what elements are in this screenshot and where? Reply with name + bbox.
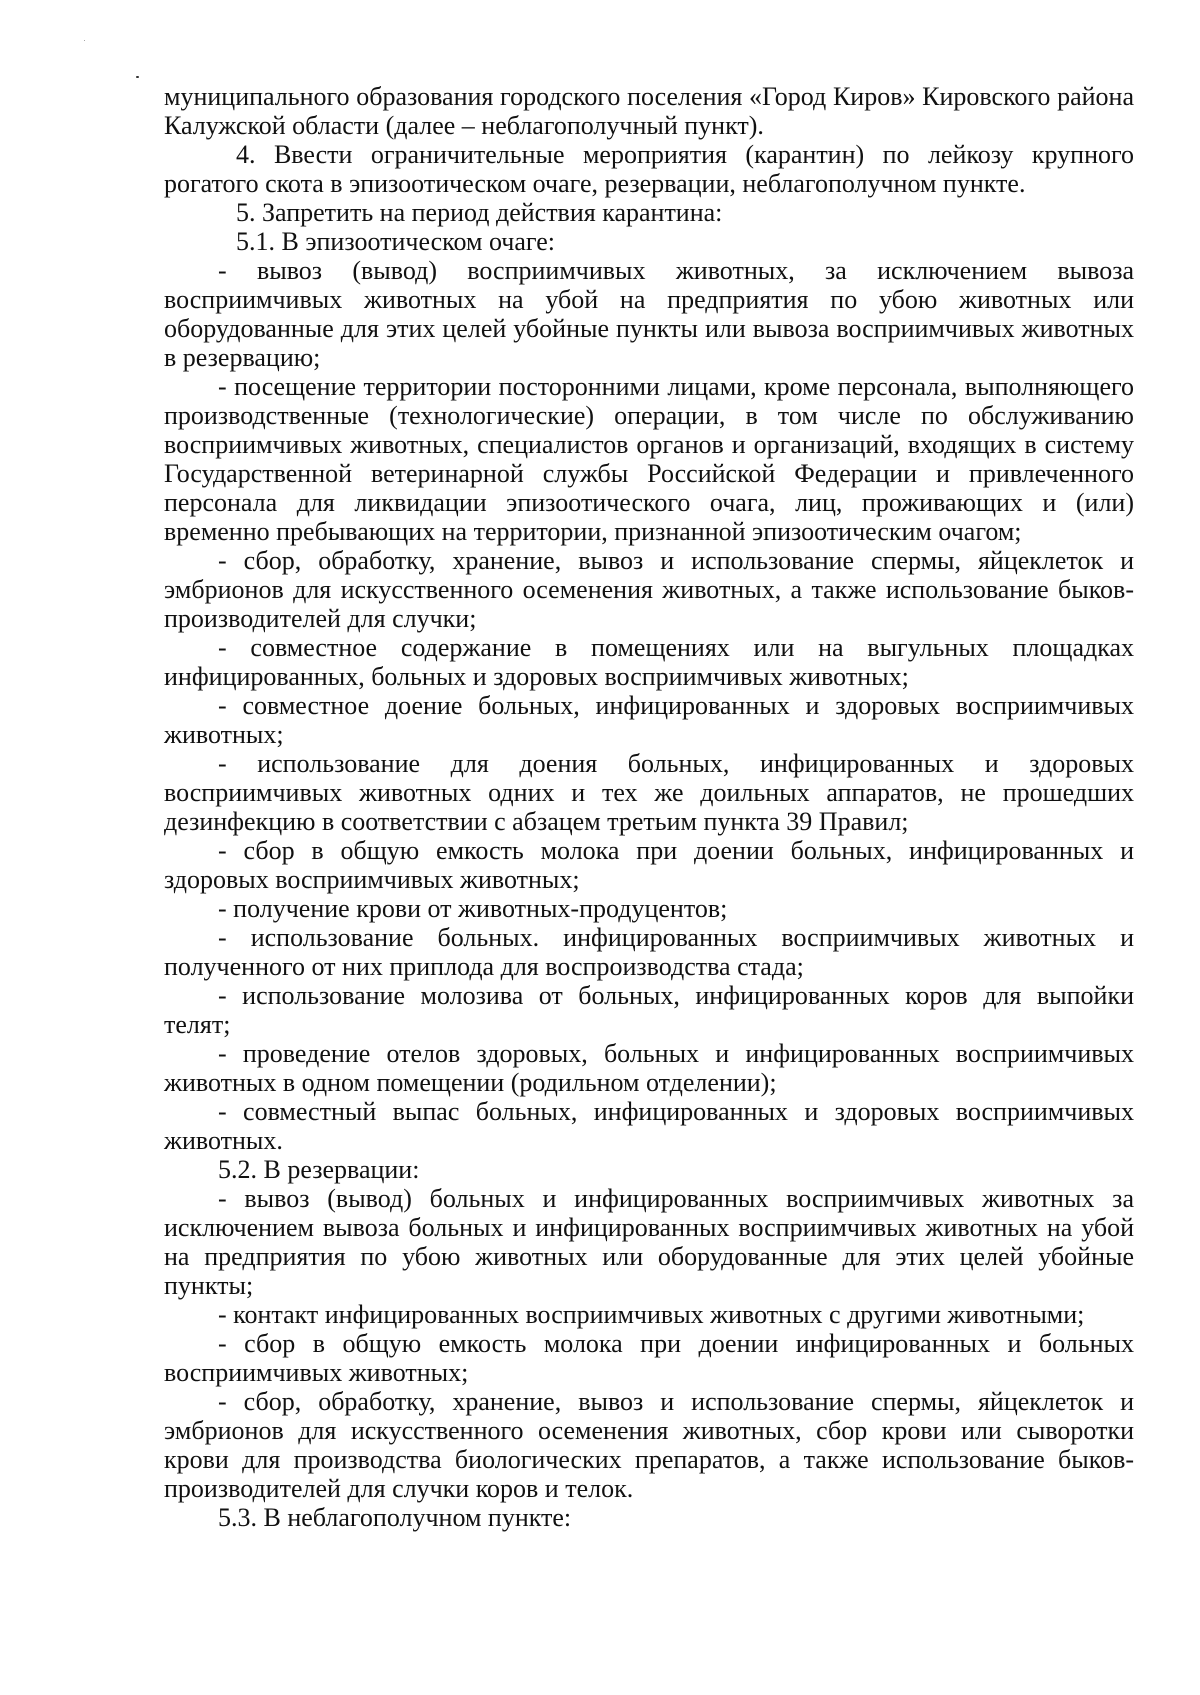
subsection-5-2-heading: 5.2. В резервации: (218, 1155, 420, 1184)
document-body (164, 82, 1134, 1532)
subsection-5-1-heading: 5.1. В эпизоотическом очаге: (236, 227, 555, 256)
list-item: - проведение отелов здоровых, больных и инфицированных восприимчивых животных в одном помещении (родильном отделении); (164, 1039, 1134, 1097)
list-item: - совместное содержание в помещениях или на выгульных площадках инфицированных, больных и здоровых восприимчивых животных; (164, 633, 1134, 691)
scan-speck (136, 76, 139, 78)
list-item: - сбор в общую емкость молока при доении инфицированных и больных восприимчивых животных; (164, 1329, 1134, 1387)
scan-speck (84, 40, 85, 41)
list-item: - использование молозива от больных, инфицированных коров для выпойки телят; (164, 981, 1134, 1039)
paragraph-continuation: муниципального образования городского поселения «Город Киров» Кировского района Калужской области (далее – неблагополучный пункт). (164, 82, 1134, 140)
subsection-5-3-heading: 5.3. В неблагополучном пункте: (218, 1503, 572, 1532)
paragraph-item-4: 4. Ввести ограничительные мероприятия (карантин) по лейкозу крупного рогатого скота в эпизоотическом очаге, резервации, неблагополучном пункте. (164, 140, 1134, 198)
list-item: - получение крови от животных-продуцентов; (218, 894, 728, 923)
list-item: - сбор, обработку, хранение, вывоз и использование спермы, яйцеклеток и эмбрионов для искусственного осеменения животных, сбор крови или сыворотки крови для производства биологических препаратов, а также использование быков-производителей для случки коров и телок. (164, 1387, 1134, 1503)
list-item: - контакт инфицированных восприимчивых животных с другими животными; (218, 1300, 1085, 1329)
list-item: - совместный выпас больных, инфицированных и здоровых восприимчивых животных. (164, 1097, 1134, 1155)
list-item: - сбор в общую емкость молока при доении больных, инфицированных и здоровых восприимчивых животных; (164, 836, 1134, 894)
list-item: - использование для доения больных, инфицированных и здоровых восприимчивых животных одних и тех же доильных аппаратов, не прошедших дезинфекцию в соответствии с абзацем третьим пункта 39 Правил; (164, 749, 1134, 836)
paragraph-item-5: 5. Запретить на период действия карантина: (236, 198, 723, 227)
list-item: - посещение территории посторонними лицами, кроме персонала, выполняющего производственные (технологические) операции, в том числе по обслуживанию восприимчивых животных, специалистов органов и организаций, входящих в систему Государственной ветеринарной службы Российской Федерации и привлеченного персонала для ликвидации эпизоотического очага, лиц, проживающих и (или) временно пребывающих на территории, признанной эпизоотическим очагом; (164, 372, 1134, 546)
list-item: - вывоз (вывод) восприимчивых животных, за исключением вывоза восприимчивых животных на убой на предприятия по убою животных или оборудованные для этих целей убойные пункты или вывоза восприимчивых животных в резервацию; (164, 256, 1134, 372)
list-item: - сбор, обработку, хранение, вывоз и использование спермы, яйцеклеток и эмбрионов для искусственного осеменения животных, а также использование быков-производителей для случки; (164, 546, 1134, 633)
list-item: - вывоз (вывод) больных и инфицированных восприимчивых животных за исключением вывоза больных и инфицированных восприимчивых животных на убой на предприятия по убою животных или оборудованные для этих целей убойные пункты; (164, 1184, 1134, 1300)
list-item: - использование больных. инфицированных восприимчивых животных и полученного от них приплода для воспроизводства стада; (164, 923, 1134, 981)
list-item: - совместное доение больных, инфицированных и здоровых восприимчивых животных; (164, 691, 1134, 749)
